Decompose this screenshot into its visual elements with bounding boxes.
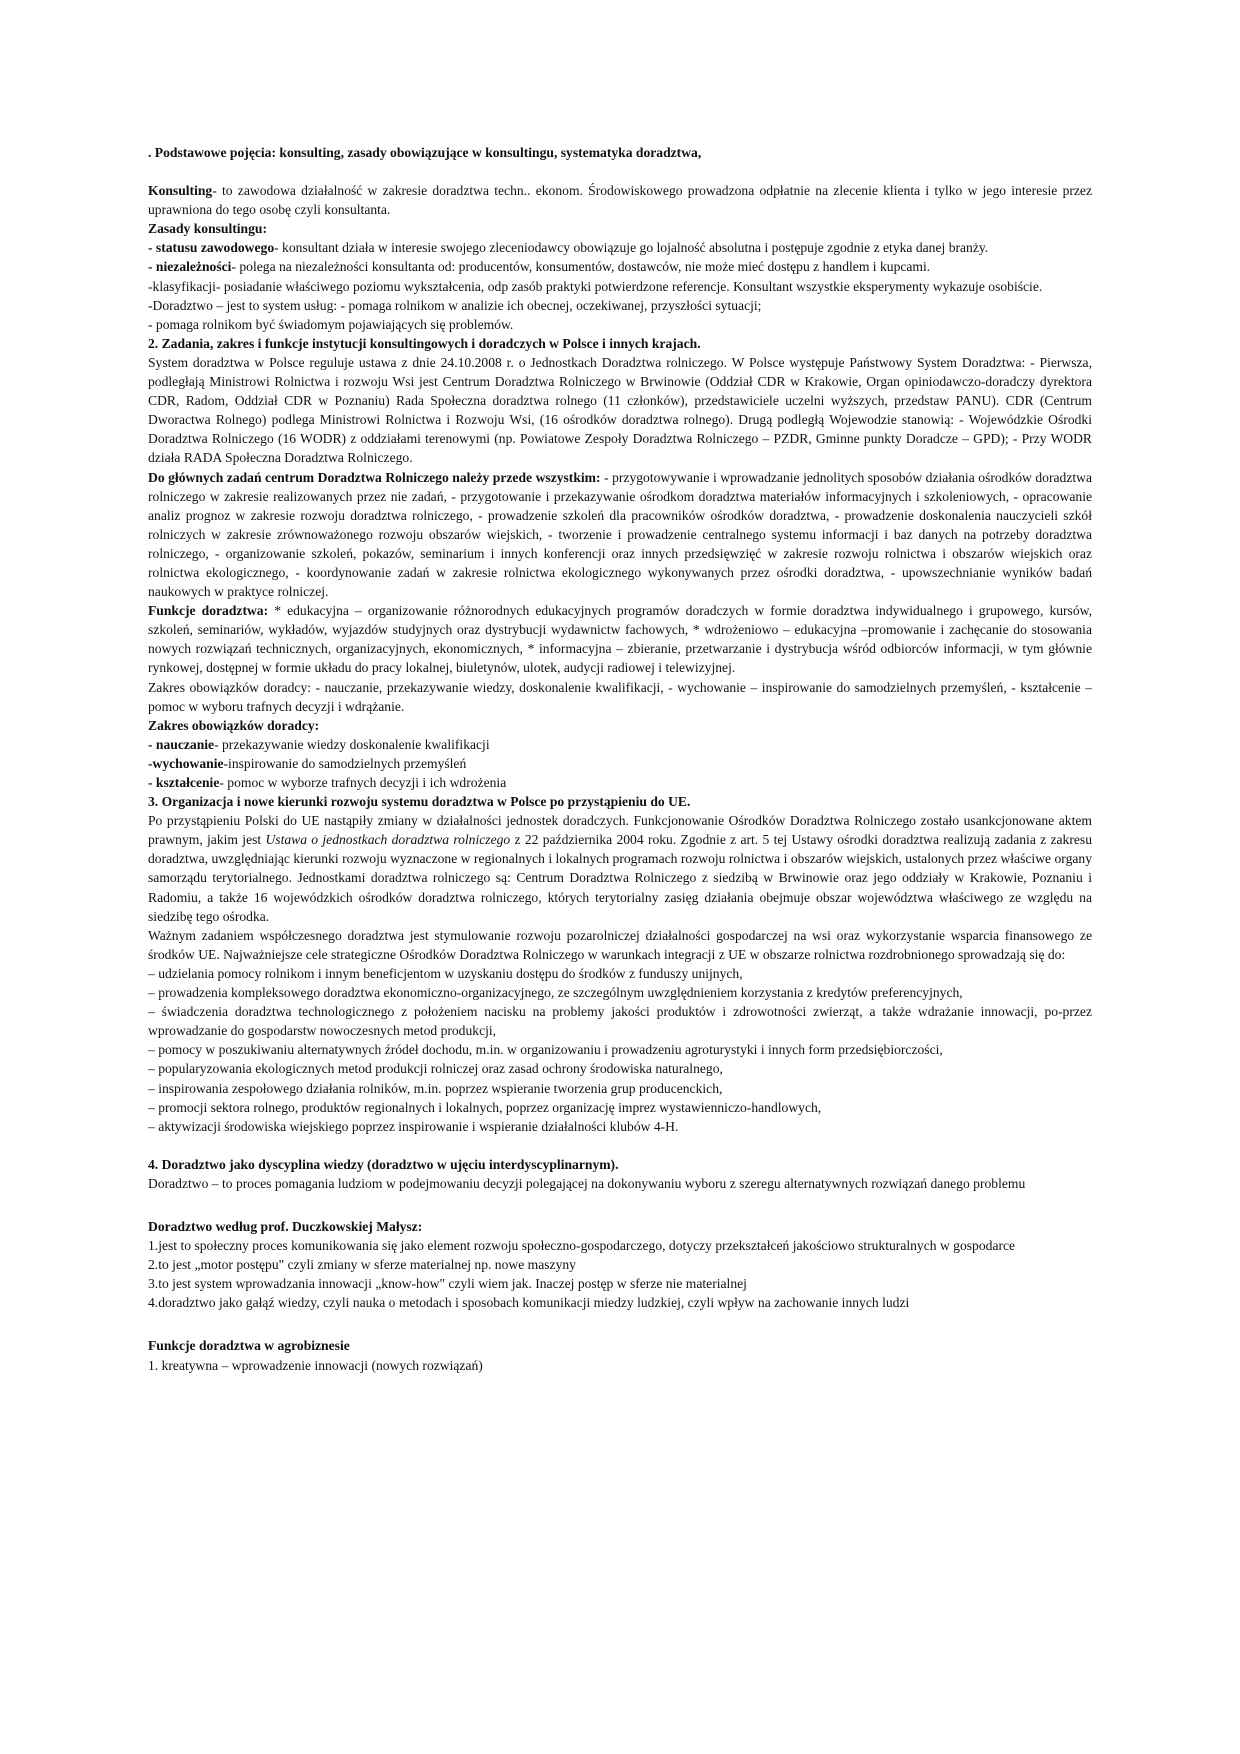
agrobiznes-item: 1. kreatywna – wprowadzenie innowacji (nowych rozwiązań) <box>148 1357 483 1373</box>
section-2-paragraph-system: System doradztwa w Polsce reguluje ustawa z dnie 24.10.2008 r. o Jednostkach Doradztwa rolniczego. W Polsce występuje Państwowy System Doradztwa: - Pierwsza, podległają Ministrowi Rolnictwa i rozwoju Wsi jest Centrum Doradztwa Rolniczego w Brwinowie (Oddział CDR w Krakowie, Organ opiniodawczo-doradczy dyrektora CDR, Radom, Oddział CDR w Poznaniu) Rada Społeczna doradztwa rolnego (11 członków), przedstawiciele uczelni wyższych, przedstaw PANU). CDR (Centrum Dworactwa Rolnego) podlega Ministrowi Rolnictwa i Rozwoju Wsi, (16 ośrodków doradztwa rolnego). Drugą podległą Wojewodzie stanowią: - Wojewódzkie Ośrodki Doradztwa Rolniczego (16 WODR) z oddziałami terenowymi (np. Powiatowe Zespoły Doradztwa Rolniczego – PZDR, Gminne punkty Doradcze – GPD); - Przy WODR działa RADA Społeczna Doradztwa Rolniczego. <box>148 354 1092 466</box>
zadania-lead: Do głównych zadań centrum Doradztwa Rolniczego należy przede wszystkim: <box>148 469 601 485</box>
ustawa-text-a: Po przystąpieniu Polski do UE nastąpiły zmiany w działalności jednostek doradczych. Funkcjonowanie Ośrodków Doradztwa Rolniczego zostało usankcjonowane aktem prawnym, jakim jest <box>148 813 1092 848</box>
funkcje-lead: Funkcje doradztwa: <box>148 603 269 619</box>
cele-item: – prowadzenia kompleksowego doradztwa ekonomiczno-organizacyjnego, ze szczególnym uwzględnieniem korzystania z kredytów preferencyjnych, <box>148 985 963 1001</box>
zakres-heading: Zakres obowiązków doradcy: <box>148 717 320 733</box>
cele-item: – aktywizacji środowiska wiejskiego poprzez inspirowanie i wspieranie działalności klubów 4-H. <box>148 1118 679 1134</box>
document-page <box>148 143 1092 1375</box>
cele-item: – świadczenia doradztwa technologicznego z położeniem nacisku na problemy jakości produktów i zdrowotności zwierząt, a także wdrażanie innowacji, po-przez wprowadzanie do gospodarstw nowoczesnych metod produkcji, <box>148 1004 1092 1039</box>
term-wychowanie: -wychowanie <box>148 755 224 771</box>
spacer <box>148 1193 1092 1217</box>
section-5-heading: Funkcje doradztwa w agrobiznesie <box>148 1338 350 1354</box>
heading-zasady: Zasady konsultingu: <box>148 221 267 237</box>
term-konsulting: Konsulting <box>148 183 213 199</box>
zasada-klasyfikacji: -klasyfikacji- posiadanie właściwego poziomu wykształcenia, odp zasób praktyki potwierdzone referencje. Konsultant wszystkie eksperymenty wykazuje osobiście. <box>148 278 1043 294</box>
konsulting-definition: - to zawodowa działalność w zakresie doradztwa techn.. ekonom. Środowiskowego prowadzona odpłatnie na zlecenie klienta i tylko w jego interesie przez uprawniona do tego osobę czyli konsultanta. <box>148 183 1092 218</box>
cele-item: – udzielania pomocy rolnikom i innym beneficjentom w uzyskaniu dostępu do środków z funduszy unijnych, <box>148 965 743 981</box>
spacer <box>148 1136 1092 1155</box>
term-statusu: - statusu zawodowego <box>148 240 275 256</box>
ustawa-text-b: z 22 października 2004 roku. Zgodnie z art. 5 tej Ustawy ośrodki doradztwa realizują zadania z zakresu doradztwa, uwzględniając kierunki rozwoju wyznaczone w regionalnych i lokalnych programach rozwoju rolnictwa i obszarów wiejskich, ustalonych przez właściwe organy samorządu terytorialnego. Jednostkami doradztwa rolniczego są: Centrum Doradztwa Rolniczego z siedzibą w Brwinowie oraz jego oddziały w Krakowie, Poznaniu i Radomiu, a także 16 wojewódzkich ośrodków doradztwa rolniczego, których terytorialny zasięg działania obejmuje obszar województwa właściwego ze względu na siedzibę tego ośrodka. <box>148 832 1093 924</box>
text-statusu: - konsultant działa w interesie swojego zleceniodawcy obowiązuje go lojalność absolutna i postępuje zgodnie z etyka danej branży. <box>274 240 989 256</box>
section-3-paragraph-cele: Ważnym zadaniem współczesnego doradztwa jest stymulowanie rozwoju pozarolniczej działalności gospodarczej na wsi oraz wykorzystanie wsparcia finansowego ze środków UE. Najważniejsze cele strategiczne Ośrodków Doradztwa Rolniczego w warunkach integracji z UE w obszarze rolnictwa rozdrobnionego sprowadzają się do: <box>148 927 1092 962</box>
document-title: . Podstawowe pojęcia: konsulting, zasady obowiązujące w konsultingu, systematyka doradztwa, <box>148 145 702 160</box>
zakres-item-nauczanie <box>148 735 1092 754</box>
term-nauczanie: - nauczanie <box>148 736 215 752</box>
text-nauczanie: - przekazywanie wiedzy doskonalenie kwalifikacji <box>214 736 490 752</box>
duczkowska-item: 3.to jest system wprowadzania innowacji „know-how" czyli wiem jak. Inaczej postęp w sferze nie materialnej <box>148 1276 747 1292</box>
section-3-heading: 3. Organizacja i nowe kierunki rozwoju systemu doradztwa w Polsce po przystąpieniu do UE. <box>148 794 691 810</box>
cele-item: – pomocy w poszukiwaniu alternatywnych źródeł dochodu, m.in. w organizowaniu i prowadzeniu agroturystyki i innych form przedsiębiorczości, <box>148 1042 943 1058</box>
term-niezaleznosci: - niezależności <box>148 259 232 275</box>
section-2-heading: 2. Zadania, zakres i funkcje instytucji konsultingowych i doradczych w Polsce i innych krajach. <box>148 335 701 351</box>
zasada-niezaleznosci <box>148 257 1092 276</box>
cele-item: – popularyzowania ekologicznych metod produkcji rolniczej oraz zasad ochrony środowiska naturalnego, <box>148 1061 723 1077</box>
section-2-paragraph-zakres: Zakres obowiązków doradcy: - nauczanie, przekazywanie wiedzy, doskonalenie kwalifikacji, - wychowanie – inspirowanie do samodzielnych przemyśleń, - kształcenie – pomoc w wyboru trafnych decyzji i wdrążanie. <box>148 679 1092 714</box>
spacer <box>148 1312 1092 1336</box>
section-2-paragraph-funkcje <box>148 601 1092 677</box>
ustawa-title: Ustawa o jednostkach doradztwa rolniczego <box>265 832 511 848</box>
zakres-item-wychowanie <box>148 754 1092 773</box>
text-ksztalcenie: - pomoc w wyborze trafnych decyzji i ich wdrożenia <box>219 775 507 790</box>
spacer <box>148 162 1092 181</box>
funkcje-text: * edukacyjna – organizowanie różnorodnych edukacyjnych programów doradczych w formie doradztwa indywidualnego i grupowego, kursów, szkoleń, seminariów, wykładów, wyjazdów studyjnych oraz dystrybucji wydawnictw fachowych, * wdrożeniowo – edukacyjna –promowanie i zachęcanie do stosowania nowych rozwiązań technicznych, organizacyjnych, ekonomicznych, * informacyjna – zbieranie, przetwarzanie i dystrybucja wśród odbiorców informacji, w tym głównie rynkowej, dostępnej w formie układu do pracy lokalnej, biuletynów, ulotek, audycji radiowej i telewizyjnej. <box>148 603 1092 676</box>
term-ksztalcenie: - kształcenie <box>148 775 220 790</box>
section-4-subheading: Doradztwo według prof. Duczkowskiej Małysz: <box>148 1218 423 1234</box>
doradztwo-problemy: - pomaga rolnikom być świadomym pojawiających się problemów. <box>148 316 514 332</box>
paragraph-konsulting <box>148 181 1092 219</box>
duczkowska-item: 2.to jest „motor postępu" czyli zmiany w sferze materialnej np. nowe maszyny <box>148 1257 576 1273</box>
section-4-definition: Doradztwo – to proces pomagania ludziom w podejmowaniu decyzji polegającej na dokonywaniu wyboru z szeregu alternatywnych rozwiązań danego problemu <box>148 1175 1026 1191</box>
zadania-text: - przygotowywanie i wprowadzanie jednolitych sposobów działania ośrodków doradztwa rolniczego w zakresie realizowanych przez nie zadań, - przygotowanie i przekazywanie ośrodkom doradztwa materiałów informacyjnych i szkoleniowych, - opracowanie analiz prognoz w zakresie rozwoju doradztwa rolniczego, - prowadzenie szkoleń dla pracowników ośrodków doradztwa, - prowadzenie doskonalenia nauczycieli szkół rolniczych w zakresie zrównoważonego rozwoju obszarów wiejskich, - tworzenie i prowadzenie centralnego systemu informacji i baz danych na potrzeby doradztwa rolniczego, - organizowanie szkoleń, pokazów, seminarium i innych konferencji oraz innych przedsięwzięć w zakresie rozwoju rolnictwa i obszarów wiejskich oraz rolnictwa ekologicznego, - koordynowanie zadań w zakresie rolnictwa ekologicznego wykonywanych przez ośrodki doradztwa, - upowszechnianie wyników badań naukowych w praktyce rolniczej. <box>148 469 1092 600</box>
section-4-heading: 4. Doradztwo jako dyscyplina wiedzy (doradztwo w ujęciu interdyscyplinarnym). <box>148 1156 619 1172</box>
zakres-item-ksztalcenie <box>148 773 1092 792</box>
section-3-paragraph-ustawa <box>148 811 1092 926</box>
section-2-paragraph-zadania <box>148 468 1092 602</box>
duczkowska-item: 1.jest to społeczny proces komunikowania się jako element rozwoju społeczno-gospodarczego, dotyczy przekształceń jakościowo strukturalnych w gospodarce <box>148 1238 1016 1254</box>
cele-item: – inspirowania zespołowego działania rolników, m.in. poprzez wspieranie tworzenia grup producenckich, <box>148 1080 723 1096</box>
zasada-statusu <box>148 238 1092 257</box>
text-wychowanie: -inspirowanie do samodzielnych przemyśleń <box>223 755 467 771</box>
doradztwo-system: -Doradztwo – jest to system usług: - pomaga rolnikom w analizie ich obecnej, oczekiwanej, przyszłości sytuacji; <box>148 297 762 313</box>
cele-item: – promocji sektora rolnego, produktów regionalnych i lokalnych, poprzez organizację imprez wystawienniczo-handlowych, <box>148 1099 822 1115</box>
duczkowska-item: 4.doradztwo jako gałąź wiedzy, czyli nauka o metodach i sposobach komunikacji miedzy ludzkiej, czyli wpływ na zachowanie innych ludzi <box>148 1295 910 1311</box>
text-niezaleznosci: - polega na niezależności konsultanta od: producentów, konsumentów, dostawców, nie może mieć dostępu z handlem i kupcami. <box>231 259 931 275</box>
